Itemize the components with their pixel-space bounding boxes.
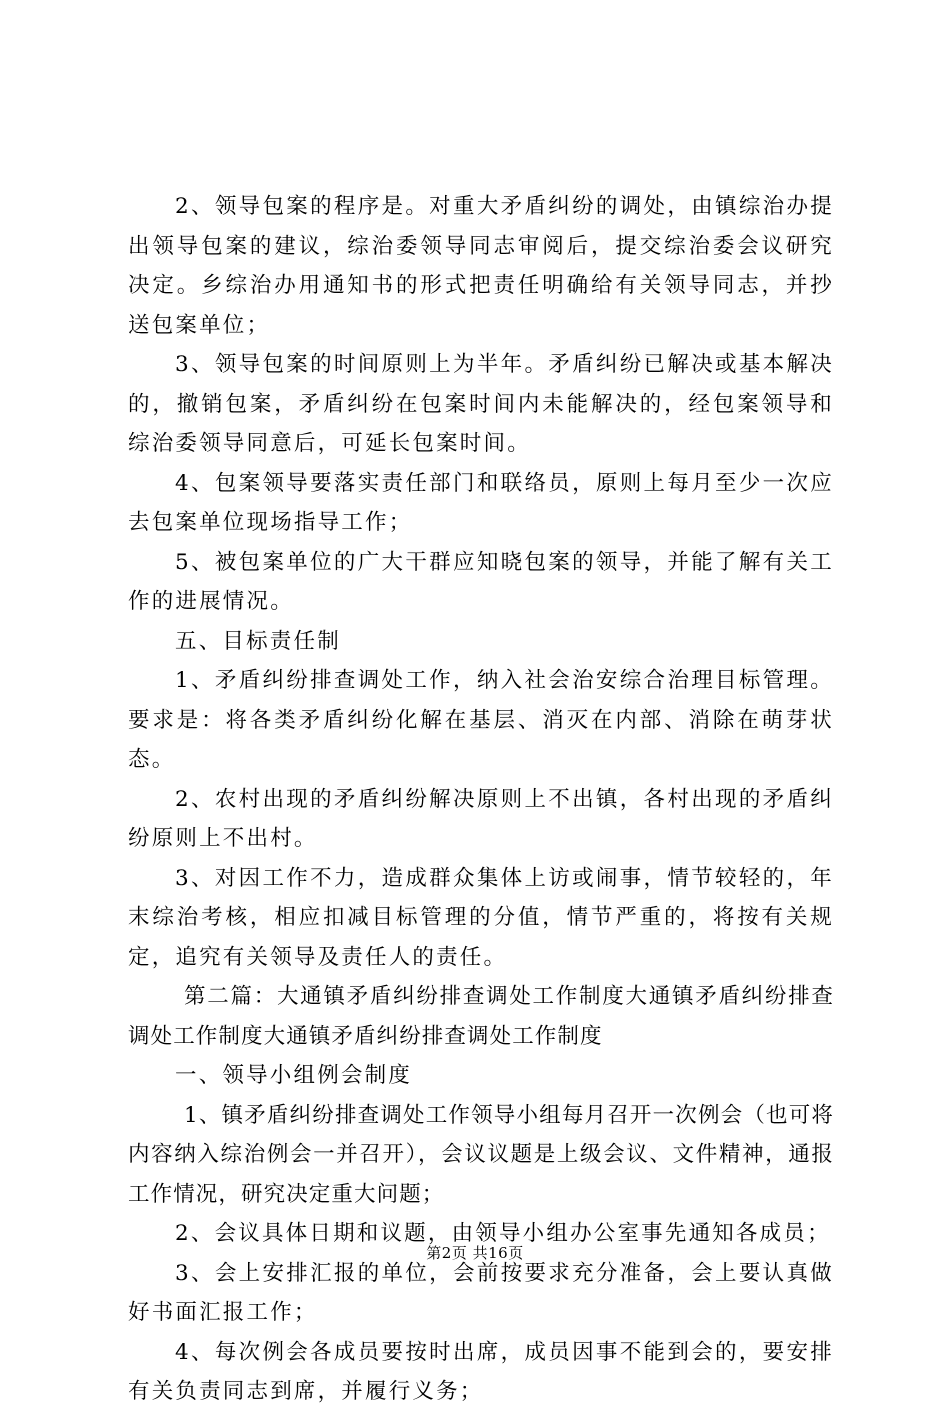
section-heading: 五、目标责任制 xyxy=(175,628,341,654)
document-body xyxy=(128,187,834,1412)
section-heading: 一、领导小组例会制度 xyxy=(175,1063,413,1088)
page-footer xyxy=(0,1243,950,1263)
paragraph: 4、每次例会各成员要按时出席，成员因事不能到会的，要安排有关负责同志到席，并履行义务； xyxy=(128,1339,834,1404)
paragraph: 4、包案领导要落实责任部门和联络员，原则上每月至少一次应去包案单位现场指导工作； xyxy=(128,470,834,535)
paragraph: 3、会上安排汇报的单位，会前按要求充分准备，会上要认真做好书面汇报工作； xyxy=(128,1260,834,1325)
paragraph: 2、农村出现的矛盾纠纷解决原则上不出镇，各村出现的矛盾纠纷原则上不出村。 xyxy=(128,786,834,851)
paragraph: 3、领导包案的时间原则上为半年。矛盾纠纷已解决或基本解决的，撤销包案，矛盾纠纷在包案时间内未能解决的，经包案领导和综治委领导同意后，可延长包案时间。 xyxy=(128,352,834,456)
paragraph: 2、会议具体日期和议题，由领导小组办公室事先通知各成员； xyxy=(175,1221,831,1246)
paragraph: 3、对因工作不力，造成群众集体上访或闹事，情节较轻的，年末综治考核，相应扣减目标管理的分值，情节严重的，将按有关规定，追究有关领导及责任人的责任。 xyxy=(128,865,834,970)
paragraph: 1、镇矛盾纠纷排查调处工作领导小组每月召开一次例会（也可将内容纳入综治例会一并召开），会议议题是上级会议、文件精神，通报工作情况，研究决定重大问题； xyxy=(128,1102,834,1207)
paragraph: 2、领导包案的程序是。对重大矛盾纠纷的调处，由镇综治办提出领导包案的建议，综治委领导同志审阅后，提交综治委会议研究决定。乡综治办用通知书的形式把责任明确给有关领导同志，并抄送包案单位； xyxy=(128,194,834,338)
page-number-label: 第2页 共16页 xyxy=(426,1244,524,1262)
chapter-title: 第二篇：大通镇矛盾纠纷排查调处工作制度大通镇矛盾纠纷排查调处工作制度大通镇矛盾纠纷排查调处工作制度 xyxy=(128,984,834,1049)
paragraph: 5、被包案单位的广大干群应知晓包案的领导，并能了解有关工作的进展情况。 xyxy=(128,549,834,614)
paragraph: 1、矛盾纠纷排查调处工作，纳入社会治安综合治理目标管理。要求是：将各类矛盾纠纷化解在基层、消灭在内部、消除在萌芽状态。 xyxy=(128,668,834,772)
